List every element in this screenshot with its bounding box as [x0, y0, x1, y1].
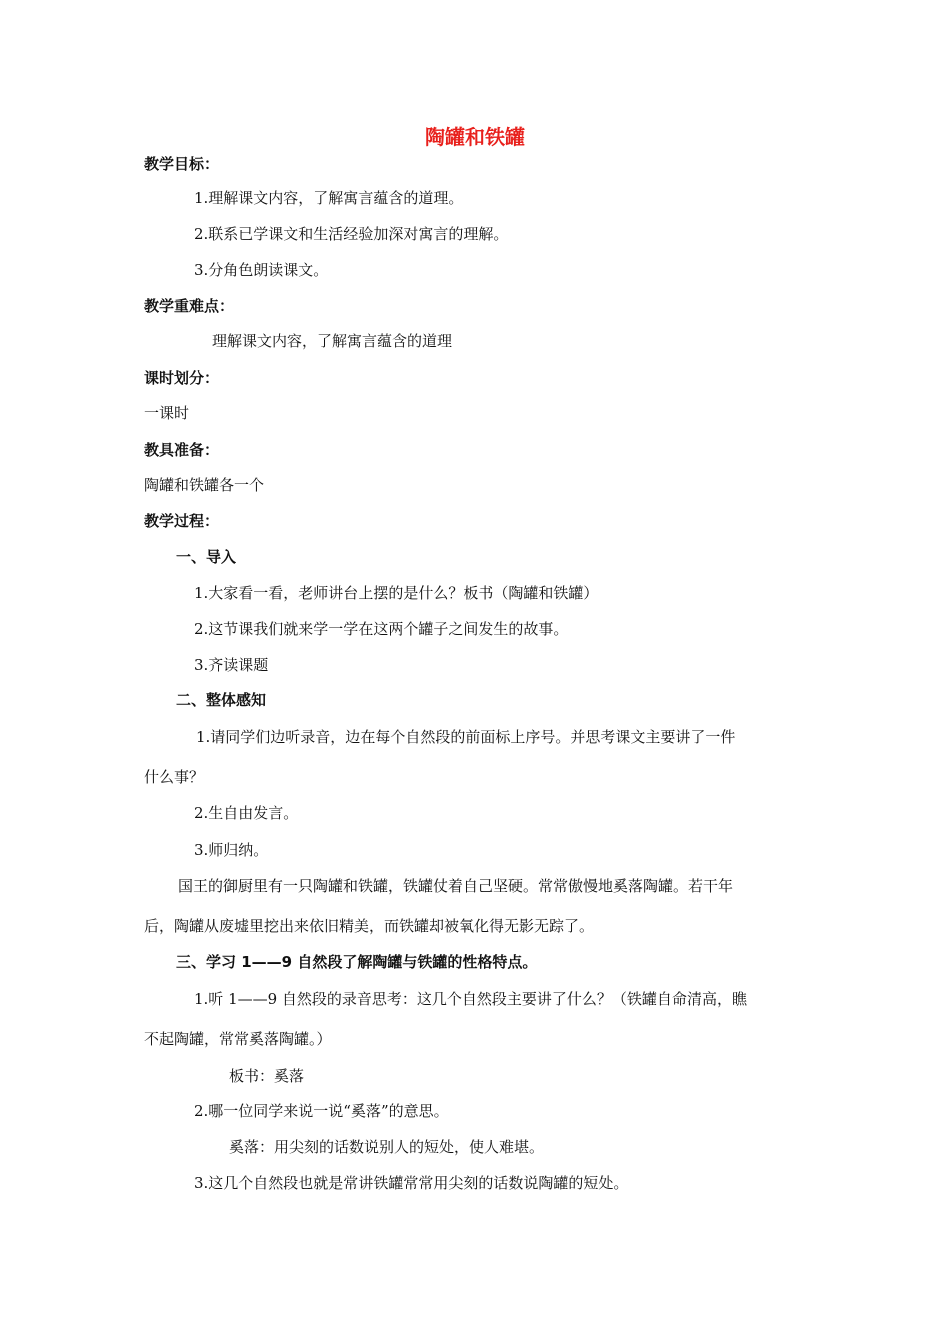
- goals-heading: 教学目标：: [144, 155, 220, 173]
- overall-heading: 二、整体感知: [176, 691, 267, 709]
- intro-item: 1.大家看一看，老师讲台上摆的是什么？板书（陶罐和铁罐）: [194, 584, 599, 602]
- study-heading: 三、学习 1——9 自然段了解陶罐与铁罐的性格特点。: [176, 953, 538, 971]
- overall-item: 1.请同学们边听录音，边在每个自然段的前面标上序号。并思考课文主要讲了一件: [196, 728, 736, 746]
- schedule-heading: 课时划分：: [144, 369, 220, 387]
- overall-item: 2.生自由发言。: [194, 804, 299, 822]
- process-heading: 教学过程：: [144, 512, 220, 530]
- page-title: 陶罐和铁罐: [425, 125, 525, 149]
- materials-text: 陶罐和铁罐各一个: [144, 476, 265, 494]
- difficulty-text: 理解课文内容，了解寓言蕴含的道理: [212, 332, 453, 350]
- intro-item: 2.这节课我们就来学一学在这两个罐子之间发生的故事。: [194, 620, 569, 638]
- materials-heading: 教具准备：: [144, 441, 220, 459]
- intro-heading: 一、导入: [176, 548, 237, 566]
- summary-paragraph: 国王的御厨里有一只陶罐和铁罐，铁罐仗着自己坚硬。常常傲慢地奚落陶罐。若干年: [178, 877, 734, 895]
- study-item: 1.听 1——9 自然段的录音思考：这几个自然段主要讲了什么？（铁罐自命清高，瞧: [194, 990, 747, 1008]
- definition-note: 奚落：用尖刻的话数说别人的短处，使人难堪。: [229, 1138, 545, 1156]
- overall-item-continued: 什么事？: [144, 768, 205, 786]
- schedule-text: 一课时: [144, 404, 190, 422]
- summary-paragraph-continued: 后，陶罐从废墟里挖出来依旧精美，而铁罐却被氧化得无影无踪了。: [144, 917, 595, 935]
- difficulty-heading: 教学重难点：: [144, 297, 235, 315]
- study-item: 3.这几个自然段也就是常讲铁罐常常用尖刻的话数说陶罐的短处。: [194, 1174, 629, 1192]
- board-note: 板书：奚落: [229, 1067, 305, 1085]
- goal-item: 2.联系已学课文和生活经验加深对寓言的理解。: [194, 225, 509, 243]
- overall-item: 3.师归纳。: [194, 841, 269, 859]
- goal-item: 1.理解课文内容，了解寓言蕴含的道理。: [194, 189, 464, 207]
- goal-item: 3.分角色朗读课文。: [194, 261, 329, 279]
- intro-item: 3.齐读课题: [194, 656, 269, 674]
- study-item-continued: 不起陶罐，常常奚落陶罐。）: [144, 1030, 332, 1048]
- study-item: 2.哪一位同学来说一说“奚落”的意思。: [194, 1102, 449, 1120]
